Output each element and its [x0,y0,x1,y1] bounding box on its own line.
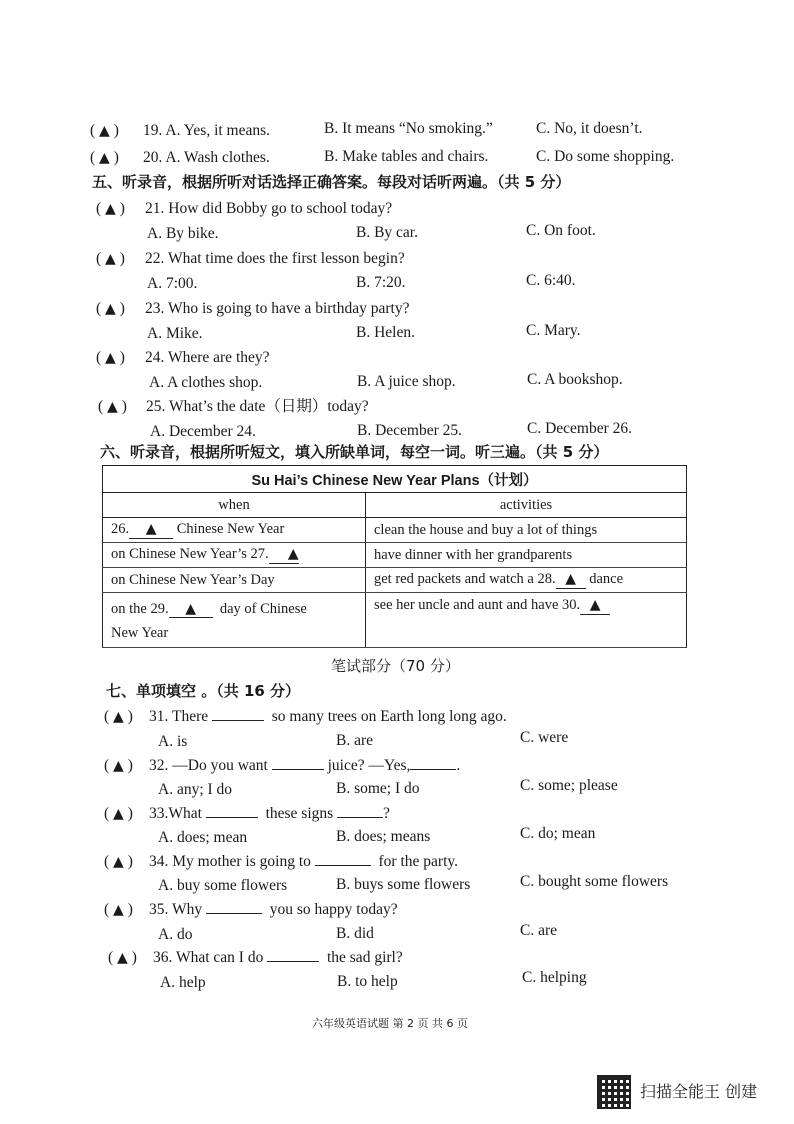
q24-option-c: C. A bookshop. [527,371,623,388]
column-header-activities: activities [366,493,687,518]
q31-option-a: A. is [158,733,188,750]
table-cell-activity: clean the house and buy a lot of things [366,518,687,543]
q33-option-b: B. does; means [336,828,431,845]
q35-stem: 35. Why you so happy today? [149,901,398,918]
q22-option-c: C. 6:40. [526,272,576,289]
q35-option-c: C. are [520,922,558,939]
answer-bracket-21: ( ▲ ) [96,200,125,217]
q31-option-c: C. were [520,729,569,746]
q20-option-b: B. Make tables and chairs. [324,148,489,165]
q25-option-b: B. December 25. [357,422,463,439]
table-row [103,568,687,593]
answer-bracket-34: ( ▲ ) [104,853,133,870]
q22-stem: 22. What time does the first lesson begin? [145,250,405,267]
q32-option-c: C. some; please [520,777,618,794]
q35-option-b: B. did [336,925,374,942]
answer-bracket-36: ( ▲ ) [108,949,137,966]
q19-option-b: B. It means “No smoking.” [324,120,493,137]
answer-bracket-24: ( ▲ ) [96,349,125,366]
table-cell-activity: have dinner with her grandparents [366,543,687,568]
table-cell-when: on Chinese New Year’s 27. ▲ [103,543,366,568]
q21-option-b: B. By car. [356,224,418,241]
q34-option-c: C. bought some flowers [520,873,669,890]
q34-option-a: A. buy some flowers [158,877,288,894]
table-cell-activity: see her uncle and aunt and have 30. ▲ [366,593,687,648]
q25-option-c: C. December 26. [527,420,633,437]
section-5-heading: 五、听录音，根据所听对话选择正确答案。每段对话听两遍。（共 5 分） [92,173,571,191]
q23-option-c: C. Mary. [526,322,581,339]
q19-option-c: C. No, it doesn’t. [536,120,643,137]
q36-option-b: B. to help [337,973,398,990]
answer-bracket-20: ( ▲ ) [90,149,119,166]
table-cell-when: on Chinese New Year’s Day [103,568,366,593]
q34-stem: 34. My mother is going to for the party. [149,853,458,870]
q31-option-b: B. are [336,732,374,749]
q32-option-a: A. any; I do [158,781,233,798]
q24-option-b: B. A juice shop. [357,373,456,390]
written-part-title: 笔试部分（70 分） [331,657,460,675]
table-cell-activity: get red packets and watch a 28. ▲ dance [366,568,687,593]
qr-code-icon [597,1075,631,1109]
table-row [103,543,687,568]
q33-option-c: C. do; mean [520,825,596,842]
q24-option-a: A. A clothes shop. [149,374,263,391]
table-row [103,518,687,543]
q32-option-b: B. some; I do [336,780,420,797]
q21-stem: 21. How did Bobby go to school today? [145,200,393,217]
answer-bracket-32: ( ▲ ) [104,757,133,774]
answer-bracket-22: ( ▲ ) [96,250,125,267]
column-header-when: when [103,493,366,518]
section-6-heading: 六、听录音，根据所听短文，填入所缺单词，每空一词。听三遍。（共 5 分） [100,443,609,461]
q36-stem: 36. What can I do the sad girl? [153,949,403,966]
q36-option-a: A. help [160,974,206,991]
table-cell-when: on the 29. ▲ day of Chinese New Year [103,593,366,648]
answer-bracket-23: ( ▲ ) [96,300,125,317]
q22-option-b: B. 7:20. [356,274,406,291]
q20-option-a: 20. A. Wash clothes. [143,149,270,166]
q25-option-a: A. December 24. [150,423,256,440]
q25-stem: 25. What’s the date（日期）today? [146,398,369,415]
q35-option-a: A. do [158,926,193,943]
table-title: Su Hai’s Chinese New Year Plans（计划） [103,466,687,493]
table-cell-when: 26. ▲ Chinese New Year [103,518,366,543]
section-7-heading: 七、单项填空 。（共 16 分） [106,682,301,700]
answer-bracket-33: ( ▲ ) [104,805,133,822]
q33-stem: 33.What these signs ? [149,805,390,822]
table-row [103,593,687,648]
answer-bracket-19: ( ▲ ) [90,122,119,139]
q23-stem: 23. Who is going to have a birthday party? [145,300,410,317]
q19-option-a: 19. A. Yes, it means. [143,122,271,139]
q21-option-c: C. On foot. [526,222,596,239]
plans-table [102,465,687,648]
q32-stem: 32. —Do you want juice? —Yes, . [149,757,461,774]
q23-option-b: B. Helen. [356,324,415,341]
scanner-watermark: 扫描全能王 创建 [640,1082,758,1101]
q31-stem: 31. There so many trees on Earth long long ago. [149,708,507,725]
answer-bracket-25: ( ▲ ) [98,398,127,415]
page-footer: 六年级英语试题 第 2 页 共 6 页 [312,1017,468,1030]
q22-option-a: A. 7:00. [147,275,198,292]
q36-option-c: C. helping [522,969,587,986]
q23-option-a: A. Mike. [147,325,203,342]
q24-stem: 24. Where are they? [145,349,270,366]
q21-option-a: A. By bike. [147,225,219,242]
answer-bracket-31: ( ▲ ) [104,708,133,725]
answer-bracket-35: ( ▲ ) [104,901,133,918]
q33-option-a: A. does; mean [158,829,248,846]
q34-option-b: B. buys some flowers [336,876,471,893]
q20-option-c: C. Do some shopping. [536,148,675,165]
